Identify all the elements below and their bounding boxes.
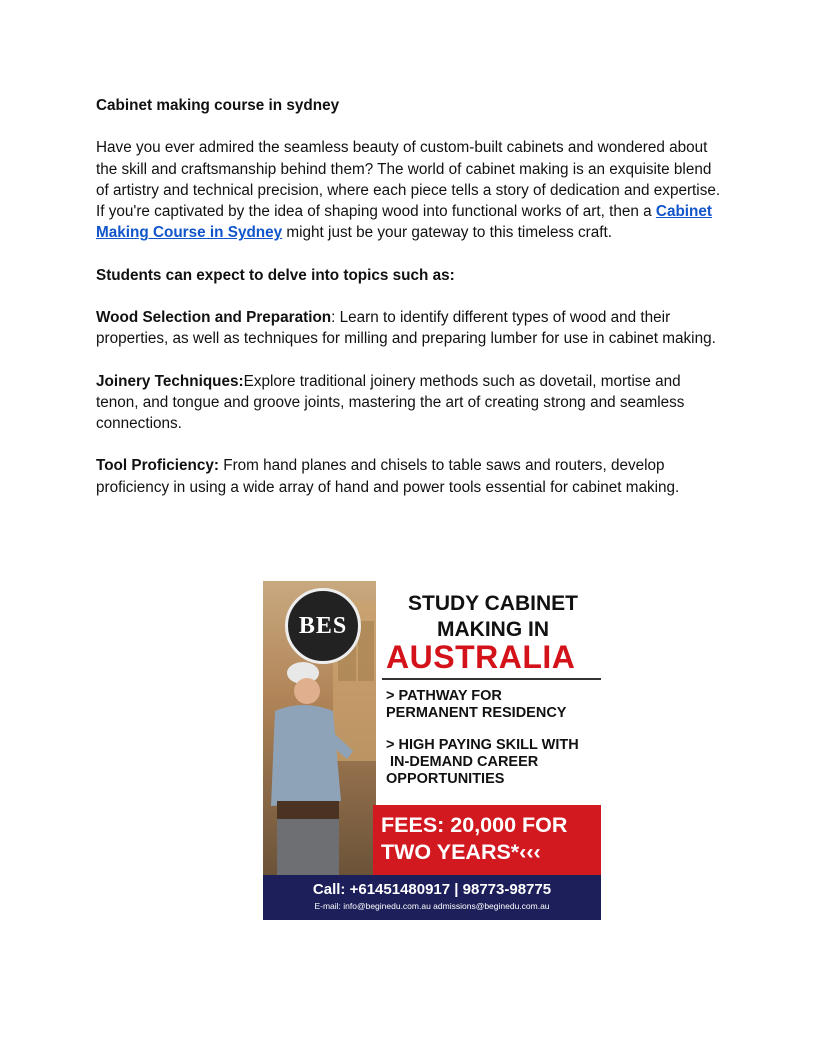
doc-title: Cabinet making course in sydney — [96, 97, 340, 114]
topic-text: From hand planes and chisels to table saws and routers, develop proficiency in using a wide array of hand and power tools essential for cabinet making. — [96, 457, 680, 496]
bullet-pathway — [386, 688, 566, 722]
contact-band — [263, 875, 601, 920]
document-body — [96, 95, 726, 498]
fees-line-2: TWO YEARS*‹‹‹ — [381, 840, 541, 864]
bullet-line: PERMANENT RESIDENCY — [386, 705, 567, 721]
divider — [382, 678, 601, 680]
email-addresses: E-mail: info@beginedu.com.au admissions@beginedu.com.au — [314, 901, 550, 911]
bullet-skill — [386, 737, 579, 788]
headline-line-1: STUDY CABINET — [408, 592, 578, 615]
headline-country: AUSTRALIA — [386, 639, 576, 675]
topic-label: Wood Selection and Preparation — [96, 308, 332, 326]
headline-line-2: MAKING IN — [437, 618, 549, 641]
topic-label: Joinery Techniques: — [96, 372, 244, 390]
bullet-line: IN-DEMAND CAREER — [386, 754, 539, 770]
topic-wood — [96, 307, 726, 349]
bullet-line: > PATHWAY FOR — [386, 688, 502, 704]
bullet-line: OPPORTUNITIES — [386, 771, 505, 787]
fees-banner — [373, 805, 601, 875]
topic-tools — [96, 455, 726, 497]
carpenter-photo — [263, 581, 376, 875]
topic-text: Explore traditional joinery methods such as dovetail, mortise and tenon, and tongue and groove joints, mastering the art of creating strong and seamless connections. — [96, 372, 685, 432]
topics-heading: Students can expect to delve into topics such as: — [96, 266, 455, 284]
intro-paragraph — [96, 137, 726, 243]
bullet-line: > HIGH PAYING SKILL WITH — [386, 737, 579, 753]
topic-joinery — [96, 371, 726, 435]
course-link[interactable]: Cabinet Making Course in Sydney — [96, 203, 712, 242]
fees-line-1: FEES: 20,000 FOR — [381, 813, 568, 837]
logo-text: BES — [298, 612, 348, 639]
topic-text: : Learn to identify different types of wood and their properties, as well as techniques for milling and preparing lumber for use in cabinet making. — [96, 308, 716, 348]
topic-label: Tool Proficiency: — [96, 457, 219, 475]
intro-text-start: Have you ever admired the seamless beauty of custom-built cabinets and wondered about the skill and craftsmanship behind them? The world of cabinet making is an exquisite blend of artistry and technical precision, where each piece tells a story of dedication and expertise. If you're captivated by the idea of shaping wood into functional works of art, then a — [96, 139, 721, 220]
course-flyer-image — [263, 581, 601, 920]
flyer-headline — [388, 591, 598, 643]
intro-text-end: might just be your gateway to this timeless craft. — [282, 224, 613, 242]
call-numbers: Call: +61451480917 | 98773-98775 — [312, 881, 552, 898]
bes-logo — [285, 588, 361, 664]
